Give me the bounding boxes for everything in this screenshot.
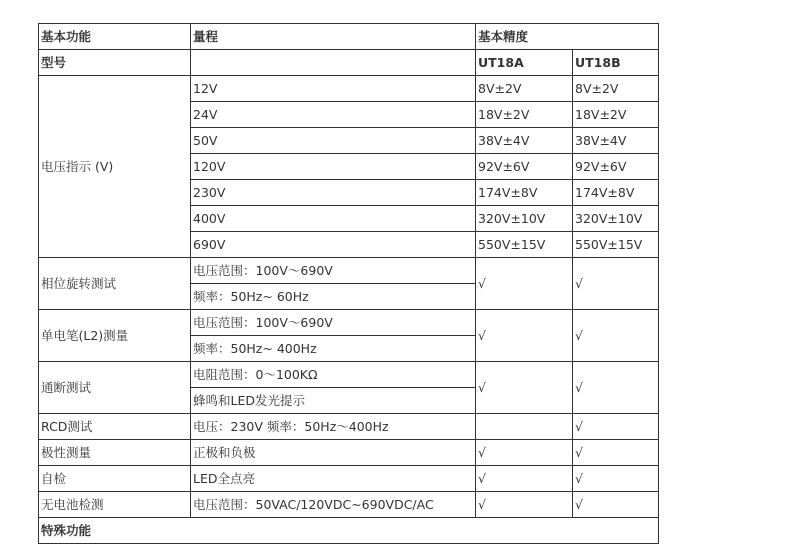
phase-b: √ bbox=[573, 258, 659, 310]
table-row bbox=[39, 76, 659, 102]
polarity-range: 正极和负极 bbox=[191, 440, 476, 466]
self-test-a: √ bbox=[476, 466, 573, 492]
voltage-a: 18V±2V bbox=[476, 102, 573, 128]
voltage-a: 8V±2V bbox=[476, 76, 573, 102]
voltage-a: 92V±6V bbox=[476, 154, 573, 180]
header-basic-accuracy: 基本精度 bbox=[476, 24, 659, 50]
rcd-a bbox=[476, 414, 573, 440]
voltage-range: 120V bbox=[191, 154, 476, 180]
voltage-range: 690V bbox=[191, 232, 476, 258]
table-row bbox=[39, 310, 659, 336]
voltage-a: 174V±8V bbox=[476, 180, 573, 206]
voltage-b: 92V±6V bbox=[573, 154, 659, 180]
model-b: UT18B bbox=[573, 50, 659, 76]
model-a: UT18A bbox=[476, 50, 573, 76]
voltage-b: 38V±4V bbox=[573, 128, 659, 154]
model-label: 型号 bbox=[39, 50, 191, 76]
single-probe-a: √ bbox=[476, 310, 573, 362]
table-row bbox=[39, 362, 659, 388]
self-test-range: LED全点亮 bbox=[191, 466, 476, 492]
single-probe-range: 频率：50Hz~ 400Hz bbox=[191, 336, 476, 362]
table-row bbox=[39, 258, 659, 284]
voltage-b: 18V±2V bbox=[573, 102, 659, 128]
rcd-b: √ bbox=[573, 414, 659, 440]
voltage-label: 电压指示 (V) bbox=[39, 76, 191, 258]
table-row bbox=[39, 466, 659, 492]
self-test-label: 自检 bbox=[39, 466, 191, 492]
voltage-a: 550V±15V bbox=[476, 232, 573, 258]
no-battery-b: √ bbox=[573, 492, 659, 518]
no-battery-range: 电压范围：50VAC/120VDC~690VDC/AC bbox=[191, 492, 476, 518]
no-battery-a: √ bbox=[476, 492, 573, 518]
voltage-b: 320V±10V bbox=[573, 206, 659, 232]
special-function-label: 特殊功能 bbox=[39, 518, 659, 544]
continuity-b: √ bbox=[573, 362, 659, 414]
voltage-range: 400V bbox=[191, 206, 476, 232]
table-row bbox=[39, 50, 659, 76]
table-row bbox=[39, 492, 659, 518]
polarity-a: √ bbox=[476, 440, 573, 466]
polarity-b: √ bbox=[573, 440, 659, 466]
continuity-range: 蜂鸣和LED发光提示 bbox=[191, 388, 476, 414]
voltage-a: 320V±10V bbox=[476, 206, 573, 232]
table-row bbox=[39, 518, 659, 544]
table-row bbox=[39, 24, 659, 50]
phase-range: 电压范围：100V～690V bbox=[191, 258, 476, 284]
voltage-range: 24V bbox=[191, 102, 476, 128]
self-test-b: √ bbox=[573, 466, 659, 492]
table-row bbox=[39, 414, 659, 440]
header-range: 量程 bbox=[191, 24, 476, 50]
header-basic-function: 基本功能 bbox=[39, 24, 191, 50]
voltage-b: 8V±2V bbox=[573, 76, 659, 102]
voltage-range: 12V bbox=[191, 76, 476, 102]
voltage-b: 174V±8V bbox=[573, 180, 659, 206]
table-row bbox=[39, 440, 659, 466]
voltage-b: 550V±15V bbox=[573, 232, 659, 258]
no-battery-label: 无电池检测 bbox=[39, 492, 191, 518]
voltage-a: 38V±4V bbox=[476, 128, 573, 154]
voltage-range: 50V bbox=[191, 128, 476, 154]
phase-label: 相位旋转测试 bbox=[39, 258, 191, 310]
continuity-a: √ bbox=[476, 362, 573, 414]
rcd-label: RCD测试 bbox=[39, 414, 191, 440]
rcd-range: 电压：230V 频率：50Hz～400Hz bbox=[191, 414, 476, 440]
model-range-empty bbox=[191, 50, 476, 76]
phase-a: √ bbox=[476, 258, 573, 310]
continuity-label: 通断测试 bbox=[39, 362, 191, 414]
single-probe-range: 电压范围：100V～690V bbox=[191, 310, 476, 336]
single-probe-b: √ bbox=[573, 310, 659, 362]
single-probe-label: 单电笔(L2)测量 bbox=[39, 310, 191, 362]
polarity-label: 极性测量 bbox=[39, 440, 191, 466]
continuity-range: 电阻范围：0～100KΩ bbox=[191, 362, 476, 388]
voltage-range: 230V bbox=[191, 180, 476, 206]
phase-range: 频率：50Hz~ 60Hz bbox=[191, 284, 476, 310]
spec-table bbox=[38, 23, 659, 544]
